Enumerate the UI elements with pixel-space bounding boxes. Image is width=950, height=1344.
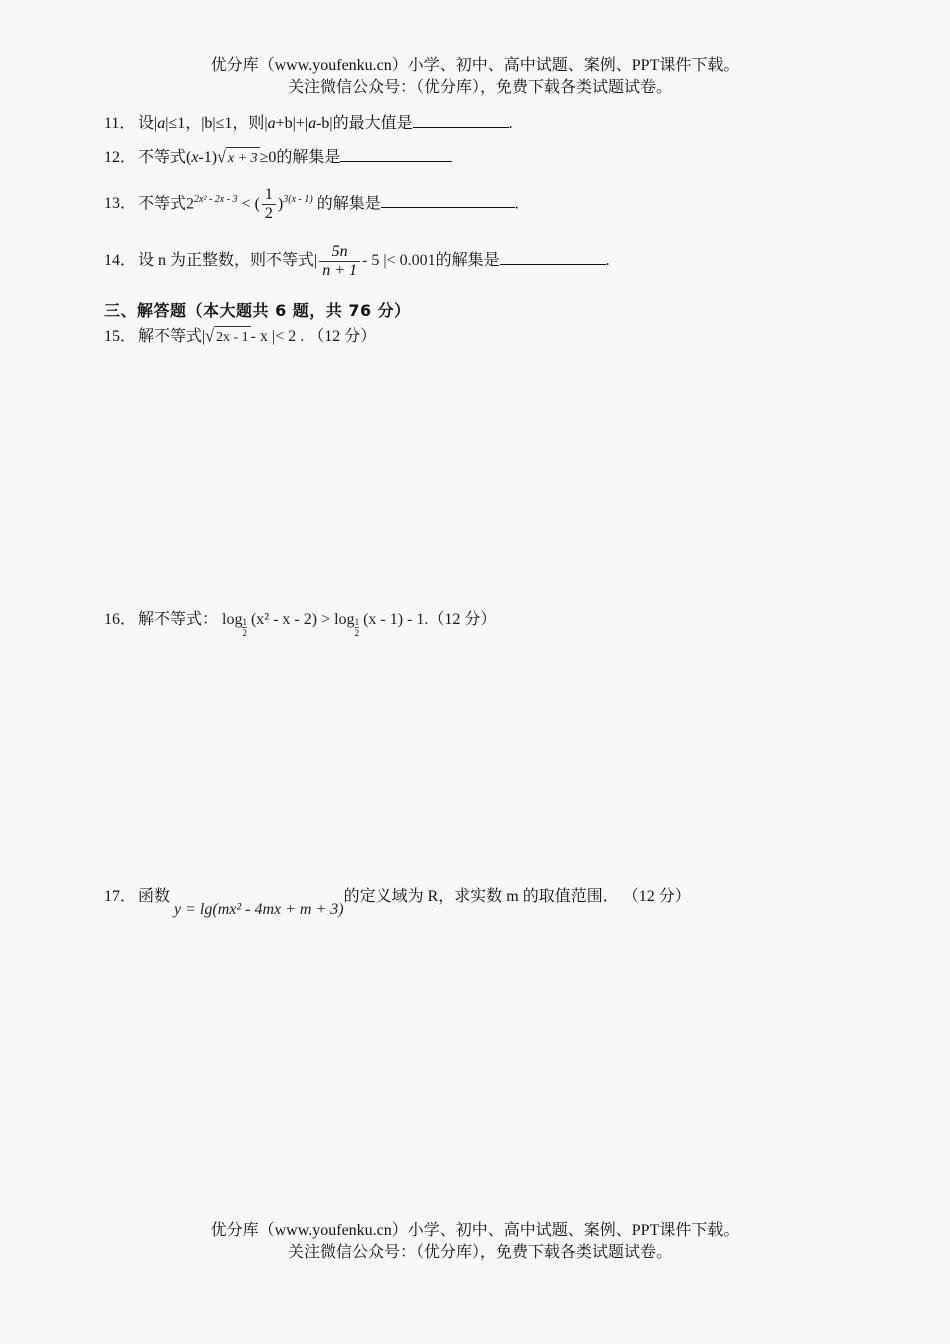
question-15 bbox=[104, 326, 376, 349]
question-number: 17． bbox=[104, 888, 137, 905]
sqrt-icon: √ bbox=[205, 327, 214, 346]
question-text: -1) bbox=[198, 149, 218, 166]
log-base: $\frac{1}{2}$ bbox=[354, 617, 360, 638]
fraction: $\frac{5n}{n + 1}$ bbox=[319, 243, 360, 280]
log-symbol: log bbox=[222, 611, 243, 628]
question-number: 14． bbox=[104, 252, 137, 269]
question-number: 12． bbox=[104, 149, 137, 166]
question-text: 解不等式： bbox=[138, 611, 219, 628]
sqrt-body: x + 3 bbox=[226, 147, 260, 170]
question-text: 设| bbox=[138, 115, 158, 132]
page-footer bbox=[0, 1220, 950, 1264]
score-label: （12 分） bbox=[428, 611, 497, 628]
question-13: 13． 不等式$2^{2x^2 - 2x - 3}$ < ( $\frac{1}{2}$ )$^{3(x - 1)}$ 的解集是 . bbox=[104, 186, 519, 223]
question-text: |≤1，|b|≤1，则| bbox=[165, 115, 268, 132]
question-14 bbox=[104, 241, 610, 281]
question-text: 的解集是 bbox=[316, 195, 381, 213]
fraction: $\frac{1}{2}$ bbox=[262, 186, 276, 223]
period: . bbox=[605, 252, 610, 269]
footer-line-1: 优分库（www.youfenku.cn）小学、初中、高中试题、案例、PPT课件下载。 bbox=[210, 1222, 740, 1239]
math-var: a bbox=[308, 115, 317, 132]
period: . bbox=[514, 195, 519, 213]
math-exponent: 2x² - 2x - 3 bbox=[194, 194, 238, 205]
question-text: 设 n 为正整数，则不等式| bbox=[138, 252, 318, 269]
log-base: $\frac{1}{2}$ bbox=[242, 617, 247, 638]
question-text: 函数 bbox=[138, 888, 171, 905]
question-number: 13． bbox=[104, 195, 137, 213]
answer-blank[interactable] bbox=[413, 111, 509, 128]
answer-blank[interactable] bbox=[500, 248, 606, 265]
question-number: 15． bbox=[104, 328, 137, 345]
question-text: 解不等式| bbox=[138, 328, 206, 345]
question-number: 16． bbox=[104, 611, 137, 628]
math-var: a bbox=[157, 115, 166, 132]
footer-line-2: 关注微信公众号：（优分库），免费下载各类试题试卷。 bbox=[287, 1244, 672, 1261]
page-header bbox=[0, 55, 950, 99]
sqrt-body: 2x - 1 bbox=[214, 326, 251, 349]
question-text: 的解集是 bbox=[435, 252, 500, 269]
math-var: x bbox=[191, 149, 199, 166]
math-formula: y = lg(mx² - 4mx + m + 3) bbox=[174, 901, 344, 918]
section-heading: 三、解答题（本大题共 6 题，共 76 分） bbox=[104, 301, 411, 320]
log-symbol: log bbox=[334, 611, 355, 628]
math-expression: (x - 1) - 1. bbox=[363, 611, 429, 628]
math-expression: - 5 |< 0.001 bbox=[362, 252, 436, 269]
math-expression: - x |< 2 . bbox=[250, 328, 305, 345]
math-operator: < bbox=[241, 195, 251, 213]
sqrt-icon: √ bbox=[217, 148, 226, 167]
math-base: 2 bbox=[186, 195, 195, 213]
question-number: 11． bbox=[104, 115, 136, 132]
score-label: （12 分） bbox=[308, 328, 377, 345]
question-text: 不等式 bbox=[138, 195, 187, 213]
question-text: 不等式( bbox=[138, 149, 192, 166]
question-12 bbox=[104, 145, 452, 170]
question-text: -b|的最大值是 bbox=[316, 115, 413, 132]
score-label: （12 分） bbox=[622, 888, 691, 905]
math-var: a bbox=[267, 115, 276, 132]
math-expression: (x² - x - 2) > bbox=[250, 611, 331, 628]
math-exponent: 3(x - 1) bbox=[283, 194, 313, 205]
question-text: ≥0的解集是 bbox=[259, 149, 341, 166]
question-text: +b|+| bbox=[275, 115, 309, 132]
header-line-1: 优分库（www.youfenku.cn）小学、初中、高中试题、案例、PPT课件下载。 bbox=[210, 57, 740, 74]
period: . bbox=[508, 115, 513, 132]
header-line-2: 关注微信公众号：（优分库），免费下载各类试题试卷。 bbox=[287, 79, 672, 96]
question-16 bbox=[104, 604, 496, 638]
question-text: 的定义域为 R，求实数 m 的取值范围． bbox=[343, 888, 619, 905]
question-17 bbox=[104, 886, 691, 918]
question-11 bbox=[104, 111, 513, 135]
answer-blank[interactable] bbox=[381, 191, 515, 208]
answer-blank[interactable] bbox=[340, 145, 452, 162]
